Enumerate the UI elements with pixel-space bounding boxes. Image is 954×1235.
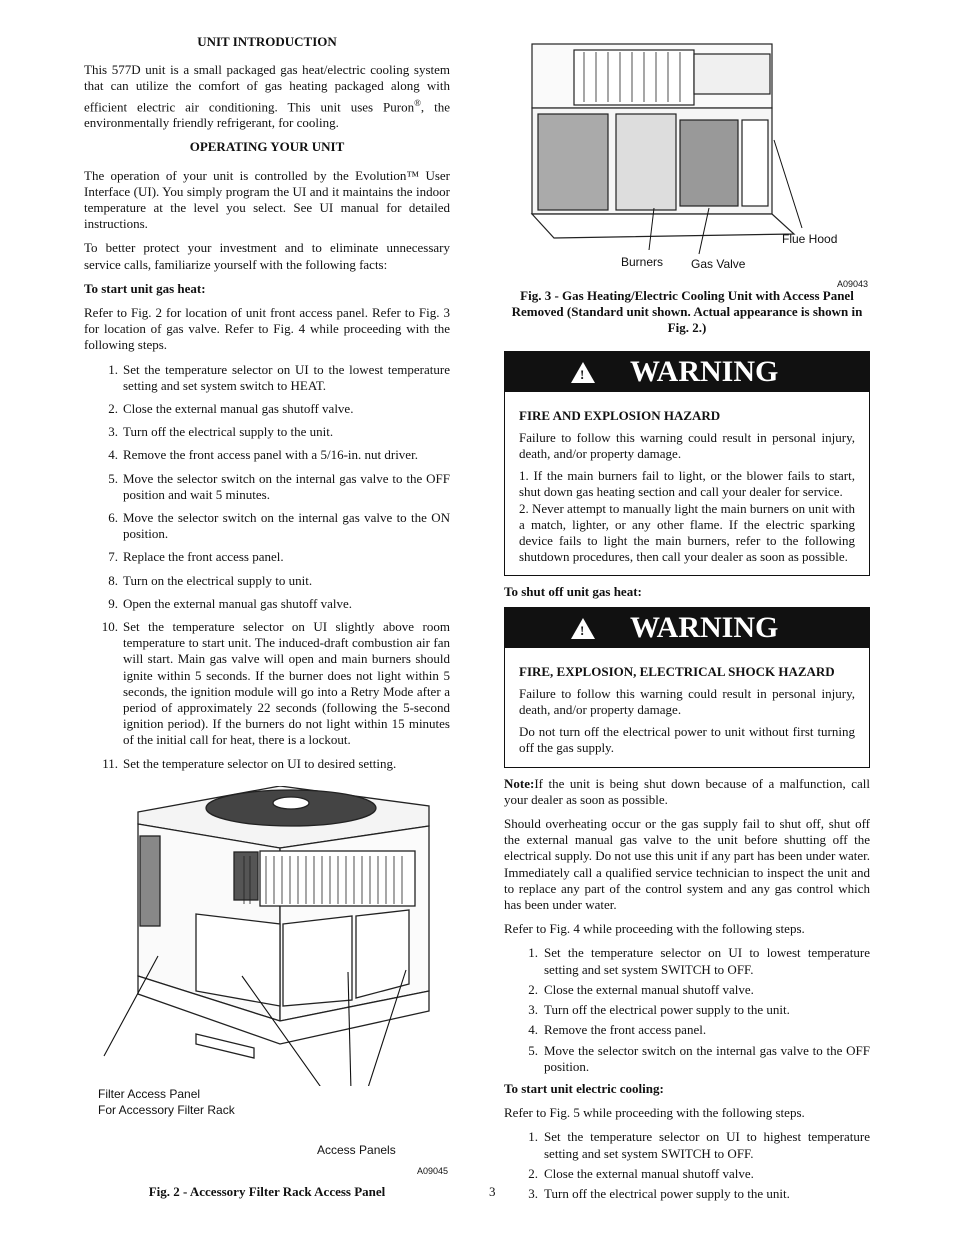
unit-intro-text-b: , the environmentally friendly refrigerant, for cooling. [84,98,450,131]
step-number: 1. [108,361,118,377]
warning-body [505,392,869,576]
step-text: Turn on the electrical supply to unit. [123,572,313,588]
step-number: 5. [528,1042,538,1058]
protect-text: To better protect your investment and to eliminate unnecessary service calls, familiarize yourself with the following facts: [84,240,450,272]
step-text: Turn off the electrical power supply to the unit. [544,1185,790,1201]
operating-heading: OPERATING YOUR UNIT [189,139,345,155]
step-number: 3. [528,1185,538,1201]
step-item [84,573,450,589]
step-item [84,401,450,417]
step-text: Move the selector switch on the internal gas valve to the OFF position. [544,1042,870,1074]
gas-heat-steps [84,362,450,772]
step-item [504,1129,870,1161]
step-text: Move the selector switch on the internal gas valve to the ON position. [123,510,450,542]
step-number: 3. [528,1002,538,1018]
step-number: 5. [108,470,118,486]
step-text: Set the temperature selector on UI to desired setting. [123,755,397,771]
step-text: Close the external manual shutoff valve. [544,1165,754,1181]
shutoff-steps [504,945,870,1074]
note-paragraph [504,776,870,808]
step-number: 8. [108,572,118,588]
start-gas-intro: Refer to Fig. 2 for location of unit front access panel. Refer to Fig. 3 for location of gas valve. Refer to Fig. 4 while proceeding with the following steps. [84,304,450,353]
step-item [504,1022,870,1038]
cooling-intro: Refer to Fig. 5 while proceeding with the following steps. [504,1105,805,1121]
warning-header [505,352,869,392]
step-item [504,1043,870,1075]
packaged-unit-illustration [84,786,450,1086]
step-item [84,362,450,394]
label-gas-valve: Gas Valve [691,257,746,271]
cooling-heading: To start unit electric cooling: [504,1080,664,1096]
unit-intro-text [84,62,450,131]
step-number: 6. [108,510,118,525]
step-number: 3. [108,424,118,440]
registered-mark: ® [414,97,421,108]
warning-text-2: 1. If the main burners fail to light, or the blower fails to start, shut down gas heating section and call your dealer for service. [519,468,855,500]
step-text: Set the temperature selector on UI slightly above room temperature to start unit. The induced-draft combustion air fan will start. Main gas valve will open and main burners should ignite within 5 seconds. If the burner does not light within 5 seconds, the ignition module will go into a Retry Mode after a period of approximately 22 seconds (following the 5-second ignition period). If the burners do not light within 15 minutes of the initial call for heat, there is a lockout. [123,619,450,748]
step-text: Replace the front access panel. [123,549,284,565]
warning-triangle-icon: ! [571,618,595,639]
unit-intro-text-a: This 577D unit is a small packaged gas heat/electric cooling system that can utilize the comfort of gas heating packaged along with efficient electric air conditioning. This unit uses Puron [84,62,450,114]
label-burners: Burners [621,255,664,269]
note-label: Note: [504,775,535,791]
step-text: Turn off the electrical power supply to the unit. [544,1002,790,1018]
warning-text-1: Failure to follow this warning could result in personal injury, death, and/or property damage. [519,429,855,462]
figure-3 [504,40,870,289]
operating-text: The operation of your unit is controlled by the Evolution™ User Interface (UI). You simply program the UI and it maintains the indoor temperature at the level you select. See UI manual for detailed instructions. [84,167,450,232]
step-item [84,756,450,772]
step-item [504,945,870,977]
label-filter-access-panel: Filter Access Panel [98,1086,201,1101]
refer-fig4: Refer to Fig. 4 while proceeding with the following steps. [504,921,805,937]
label-flue-hood: Flue Hood [782,232,838,246]
step-text: Close the external manual shutoff valve. [544,981,754,997]
step-item [84,549,450,565]
unit-intro-heading: UNIT INTRODUCTION [197,34,337,49]
step-text: Set the temperature selector on UI to the lowest temperature setting and set system switch to HEAT. [123,361,450,393]
step-text: Move the selector switch on the internal gas valve to the OFF position and wait 5 minutes. [123,470,450,502]
label-accessory-filter-rack: For Accessory Filter Rack [98,1102,235,1117]
step-text: Close the external manual gas shutoff valve. [123,400,354,416]
step-text: Remove the front access panel. [544,1022,707,1038]
warning-box-fire-explosion [504,351,870,577]
step-item [504,982,870,998]
step-number: 11. [102,755,118,771]
step-item [84,447,450,463]
step-item [504,1166,870,1182]
cooling-steps [504,1129,870,1202]
overheat-text: Should overheating occur or the gas supply fail to shut off, shut off the external manual gas valve to the unit before shutting off the electrical supply. Do not use this unit if any part has been under water. Immediately call a qualified service technician to inspect the unit and to replace any part of the control system and any gas control which has been under water. [504,816,870,913]
step-text: Set the temperature selector on UI to lowest temperature setting and set system SWITCH to OFF. [544,945,870,977]
step-item [84,424,450,440]
step-item [84,596,450,612]
warning-box-shock [504,607,870,768]
hazard-title: FIRE, EXPLOSION, ELECTRICAL SHOCK HAZARD [519,663,835,679]
step-item [84,510,450,542]
warning-title: WARNING [630,354,779,388]
fig3-code: A09043 [837,279,869,289]
step-item [504,1186,870,1202]
warning-body [505,648,869,767]
step-text: Set the temperature selector on UI to highest temperature setting and set system SWITCH to OFF. [544,1129,870,1161]
warning-text-2: Do not turn off the electrical power to unit without first turning off the gas supply. [519,724,855,756]
right-column [504,40,870,1206]
figure-2 [84,786,450,1186]
step-number: 4. [528,1022,538,1038]
step-number: 2. [528,1165,538,1181]
fig2-code: A09045 [417,1165,449,1176]
label-access-panels: Access Panels [317,1142,396,1157]
warning-triangle-icon: ! [571,362,595,383]
left-column [84,34,450,1200]
step-number: 4. [108,447,118,463]
step-number: 7. [108,549,118,565]
fig3-caption: Fig. 3 - Gas Heating/Electric Cooling Unit with Access Panel Removed (Standard unit shown. Actual appearance is shown in Fig. 2.) [511,288,863,336]
note-text: If the unit is being shut down because of a malfunction, call your dealer as soon as possible. [504,775,870,807]
warning-text-3: 2. Never attempt to manually light the main burners on unit with a match, lighter, or any other flame. If the electric sparking device fails to light the main burners, refer to the following shutdown procedures, then call your dealer as soon as possible. [519,500,855,565]
step-number: 1. [528,1129,538,1145]
hazard-title: FIRE AND EXPLOSION HAZARD [519,407,721,423]
step-number: 9. [108,595,118,611]
step-text: Open the external manual gas shutoff valve. [123,595,352,611]
step-number: 1. [528,945,538,961]
page-number: 3 [489,1184,496,1199]
warning-header [505,608,869,648]
step-item [84,619,450,749]
step-text: Remove the front access panel with a 5/16-in. nut driver. [123,447,418,463]
unit-interior-illustration [504,40,870,286]
step-number: 2. [528,981,538,997]
fig2-caption: Fig. 2 - Accessory Filter Rack Access Panel [148,1183,386,1199]
shutoff-heading: To shut off unit gas heat: [504,584,642,600]
step-item [84,471,450,503]
start-gas-heading: To start unit gas heat: [84,280,206,296]
step-item [504,1002,870,1018]
step-number: 2. [108,400,118,416]
step-text: Turn off the electrical supply to the unit. [123,424,334,440]
warning-title: WARNING [630,610,779,644]
warning-text-1: Failure to follow this warning could result in personal injury, death, and/or property damage. [519,685,855,718]
step-number: 10. [101,619,118,635]
